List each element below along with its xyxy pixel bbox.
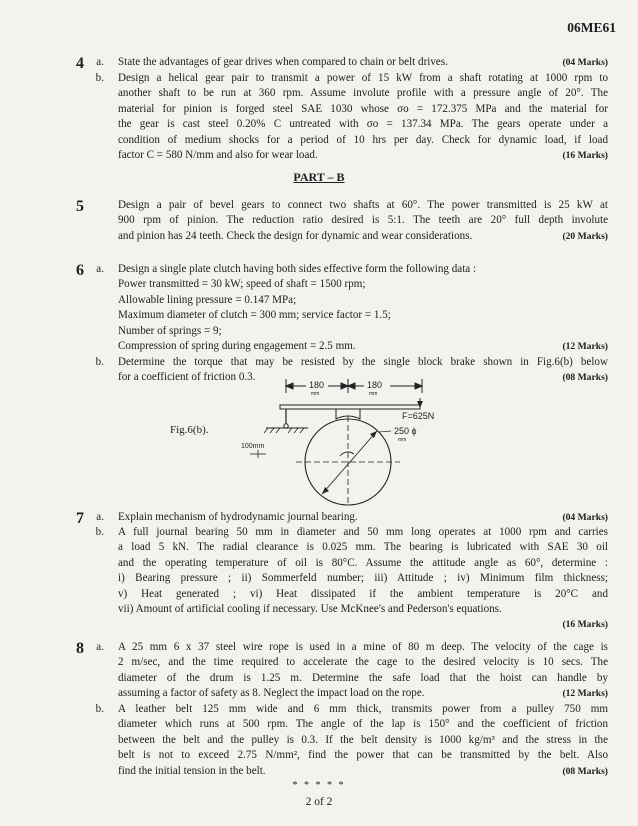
part-b-text: PART – B <box>293 170 345 184</box>
dim-right-value: 180 <box>367 380 383 390</box>
text-line: between the belt and the pulley is 0.3. If the belt density is 1000 kg/m³ and the stress in the <box>118 733 608 746</box>
diameter-line <box>322 431 377 494</box>
end-stars: * * * * * <box>292 780 346 791</box>
part-b-heading <box>0 170 638 185</box>
text-line: Design a helical gear pair to transmit a power of 15 kW from a shaft rotating at 1000 rpm to <box>118 72 608 84</box>
text-line: material for pinion is forged steel SAE 1030 whose σo = 172.375 MPa and the material for <box>118 102 608 115</box>
text-line: Compression of spring during engagement = 2.5 mm. <box>118 340 356 353</box>
question-number: 4 <box>76 55 84 72</box>
text-line: Determine the torque that may be resisted by the single block brake shown in Fig.6(b) below <box>118 356 608 368</box>
q4b-text <box>118 71 608 163</box>
dim-left-value: 180 <box>309 380 325 390</box>
page-number: 2 of 2 <box>305 796 333 808</box>
q7a-text <box>118 510 608 525</box>
dim-left-unit: mm <box>311 391 320 397</box>
diameter-unit: mm <box>398 437 407 443</box>
q7b-text <box>118 525 608 633</box>
text-line: Explain mechanism of hydrodynamic journal bearing. <box>118 511 358 523</box>
question-number: 5 <box>76 198 84 215</box>
text-line: condition of medium shocks for a period of 10 hrs per day. Check for dynamic load, if load <box>118 133 608 146</box>
text-line: State the advantages of gear drives when compared to chain or belt drives. <box>118 56 448 68</box>
text-line: v) Heat generated ; vi) Heat dissipated if the ambient temperature is 20°C and <box>118 587 608 600</box>
marks: (08 Marks) <box>562 765 608 777</box>
marks: (16 Marks) <box>562 150 608 162</box>
text-line: vii) Amount of artificial cooling if necessary. Use McKnee's and Pederson's equations. <box>118 603 502 616</box>
q6a-text <box>118 262 608 354</box>
text-line: A leather belt 125 mm wide and 6 mm thick, transmits power from a pulley 750 mm <box>118 703 608 715</box>
sub-label: a. <box>96 56 104 68</box>
text-line: Number of springs = 9; <box>118 324 222 337</box>
text-line: i) Bearing pressure ; ii) Sommerfeld number; iii) Attitude ; iv) Minimum film thickness; <box>118 572 608 585</box>
text-line: another shaft to be run at 360 rpm. Assume involute profile with a pressure angle of 20°. The <box>118 87 608 100</box>
q5-text <box>118 198 608 244</box>
text-line: assuming a factor of safety as 8. Neglect the impact load on the rope. <box>118 687 425 700</box>
text-line: the gear is cast steel 0.20% C untreated with σo = 137.34 MPa. The gears operate under a <box>118 118 608 131</box>
text-line: belt is not to exceed 2.75 N/mm², find the power that can be transmitted by the belt. Also <box>118 749 608 762</box>
text-line: A 25 mm 6 x 37 steel wire rope is used in a mine of 80 m deep. The velocity of the cage is <box>118 641 608 653</box>
sub-label: b. <box>95 526 104 538</box>
text-line: for a coefficient of friction 0.3. <box>118 371 256 384</box>
text-line: a load 5 kN. The radial clearance is 0.025 mm. The bearing is lubricated with SAE 30 oil <box>118 541 608 554</box>
question-number: 8 <box>76 640 84 657</box>
q8a-text <box>118 640 608 702</box>
offset-label: 100mm <box>241 443 265 450</box>
question-number: 7 <box>76 510 84 527</box>
figure-label: Fig.6(b). <box>170 424 209 436</box>
text-line: and the operating temperature of oil is 80°C. Assume the attitude angle as 60°, determine : <box>118 556 608 569</box>
ground-hatch <box>264 428 304 433</box>
sub-label: a. <box>96 641 104 653</box>
text-line: diameter which runs at 500 rpm. The angle of the lap is 150° and the coefficient of friction <box>118 718 608 731</box>
marks: (16 Marks) <box>562 619 608 631</box>
q4a-text <box>118 55 608 70</box>
text-line: Design a pair of bevel gears to connect two shafts at 60°. The power transmitted is 25 kW at <box>118 199 608 211</box>
marks: (08 Marks) <box>562 372 608 384</box>
force-label: F=625N <box>402 411 435 421</box>
sub-label: a. <box>96 511 104 523</box>
sub-label: b. <box>95 356 104 368</box>
lever-arm <box>280 405 420 409</box>
subject-code: 06ME61 <box>567 20 616 35</box>
text-line: Design a single plate clutch having both sides effective form the following data : <box>118 263 477 275</box>
sub-label: b. <box>95 703 104 715</box>
dimension-arrows <box>286 379 422 393</box>
marks: (12 Marks) <box>562 688 608 700</box>
text-line: diameter of the drum is 1.25 m. Determine the safe load that the hoist can handle by <box>118 671 608 684</box>
text-line: 2 m/sec, and the time required to accelerate the cage to the desired velocity is 10 secs. The <box>118 656 608 669</box>
text-line: find the initial tension in the belt. <box>118 764 266 777</box>
q8b-text <box>118 702 608 779</box>
question-number: 6 <box>76 262 84 279</box>
text-line: Allowable lining pressure = 0.147 MPa; <box>118 293 297 306</box>
marks: (20 Marks) <box>562 230 608 242</box>
marks: (04 Marks) <box>562 57 608 68</box>
text-line: 900 rpm of pinion. The reduction ratio desired is 5:1. The teeth are 20° full depth involute <box>118 214 608 227</box>
sub-label: a. <box>96 263 104 275</box>
text-line: Maximum diameter of clutch = 300 mm; service factor = 1.5; <box>118 309 391 322</box>
marks: (04 Marks) <box>562 512 608 523</box>
rotation-arrow <box>340 452 354 456</box>
dim-right-unit: mm <box>369 391 378 397</box>
text-line: A full journal bearing 50 mm in diameter and 50 mm long operates at 1000 rpm and carries <box>118 526 608 538</box>
text-line: Power transmitted = 30 kW; speed of shaft = 1500 rpm; <box>118 278 366 291</box>
diameter-label: 250 ϕ <box>394 426 417 436</box>
brake-figure <box>236 376 446 506</box>
marks: (12 Marks) <box>562 341 608 353</box>
text-line: factor C = 580 N/mm and also for wear load. <box>118 149 318 162</box>
sub-label: b. <box>95 72 104 84</box>
text-line: and pinion has 24 teeth. Check the design for dynamic and wear considerations. <box>118 229 473 242</box>
